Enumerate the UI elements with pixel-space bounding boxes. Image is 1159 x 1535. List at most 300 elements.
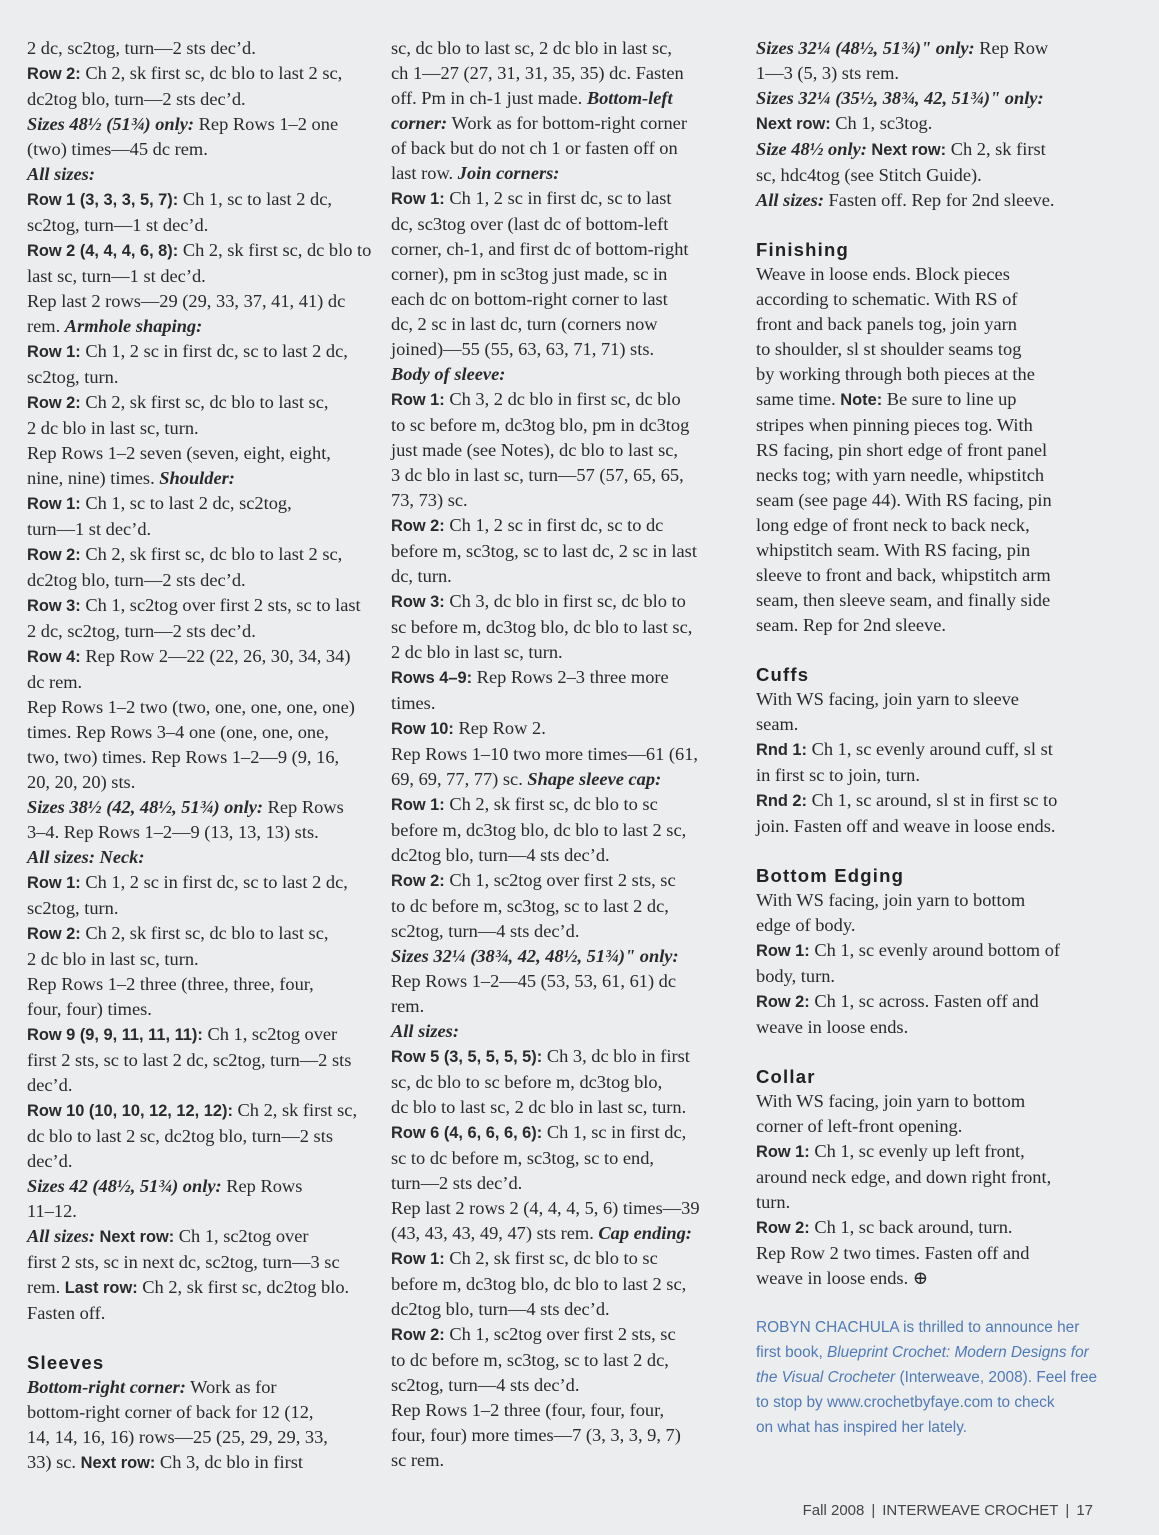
text-line bbox=[756, 86, 1101, 111]
body-text: Rep Row 2 two times. Fasten off and bbox=[756, 1243, 1030, 1263]
text-line bbox=[391, 539, 741, 564]
body-text: four, four) times. bbox=[27, 999, 152, 1019]
text-line bbox=[27, 947, 377, 972]
body-text: Rep last 2 rows 2 (4, 4, 4, 5, 6) times—39 bbox=[391, 1198, 700, 1218]
text-line bbox=[27, 870, 377, 896]
size-label: corner: bbox=[391, 113, 448, 133]
body-text: dc blo to last 2 sc, dc2tog blo, turn—2 sts bbox=[27, 1126, 333, 1146]
text-line bbox=[391, 1221, 741, 1246]
body-text: to shoulder, sl st shoulder seams tog bbox=[756, 339, 1022, 359]
text-line bbox=[391, 742, 741, 767]
body-text: times. bbox=[391, 693, 436, 713]
bio-italic bbox=[756, 1369, 895, 1386]
row-label: Last row: bbox=[64, 1279, 138, 1297]
section-gap bbox=[756, 839, 1101, 863]
body-text: edge of body. bbox=[756, 915, 856, 935]
body-text: sc2tog, turn—4 sts dec’d. bbox=[391, 921, 580, 941]
bio-text: (Interweave, 2008). Feel free bbox=[895, 1369, 1098, 1386]
size-label: All sizes: bbox=[756, 190, 824, 210]
text-line bbox=[756, 111, 1101, 137]
row-label: Row 1: bbox=[391, 1250, 445, 1268]
body-text: just made (see Notes), dc blo to last sc, bbox=[391, 440, 679, 460]
body-text: Ch 1, 2 sc in first dc, sc to last 2 dc, bbox=[80, 872, 348, 892]
body-text: seam. Rep for 2nd sleeve. bbox=[756, 615, 946, 635]
body-text: Rep Rows 1–2 one bbox=[194, 114, 339, 134]
body-text: body, turn. bbox=[756, 966, 836, 986]
body-text: around neck edge, and down right front, bbox=[756, 1167, 1052, 1187]
text-line bbox=[391, 944, 741, 969]
body-text: Ch 1, sc to last 2 dc, sc2tog, bbox=[80, 493, 292, 513]
section-gap bbox=[756, 213, 1101, 237]
bio-book-title: Blueprint Crochet: Modern Designs for bbox=[827, 1344, 1089, 1361]
text-line bbox=[756, 888, 1101, 913]
body-text: two, two) times. Rep Rows 1–2—9 (9, 16, bbox=[27, 747, 340, 767]
text-line bbox=[756, 36, 1101, 61]
text-line bbox=[756, 1114, 1101, 1139]
size-label: Cap ending: bbox=[598, 1223, 692, 1243]
text-line bbox=[756, 438, 1101, 463]
text-line bbox=[756, 387, 1101, 413]
text-line bbox=[391, 61, 741, 86]
section-gap bbox=[756, 638, 1101, 662]
body-text: Ch 2, sk first sc, dc blo to sc bbox=[444, 1248, 658, 1268]
text-line bbox=[391, 792, 741, 818]
text-line bbox=[27, 36, 377, 61]
body-text: dc2tog blo, turn—2 sts dec’d. bbox=[27, 570, 246, 590]
text-line bbox=[27, 1275, 377, 1301]
text-line bbox=[756, 737, 1101, 763]
text-line bbox=[27, 1022, 377, 1048]
body-text: dec’d. bbox=[27, 1151, 73, 1171]
body-text: weave in loose ends. ⊕ bbox=[756, 1268, 929, 1288]
text-line bbox=[391, 438, 741, 463]
section-gap bbox=[756, 1291, 1101, 1315]
text-line bbox=[756, 964, 1101, 989]
body-text: Ch 1, 2 sc in first dc, sc to last 2 dc, bbox=[80, 341, 348, 361]
body-text: Ch 2, sk first sc, dc blo to last sc, bbox=[80, 923, 329, 943]
text-line bbox=[27, 314, 377, 339]
row-label: Row 1: bbox=[391, 796, 445, 814]
row-label: Next row: bbox=[866, 141, 947, 159]
section-heading: Finishing bbox=[756, 239, 850, 260]
text-line bbox=[756, 938, 1101, 964]
row-label: Row 1: bbox=[756, 1143, 810, 1161]
text-line bbox=[391, 994, 741, 1019]
row-label: Row 6 (4, 6, 6, 6, 6): bbox=[391, 1124, 543, 1142]
body-text: Ch 2, sk first sc, bbox=[232, 1100, 358, 1120]
body-text: Ch 1, sc2tog over first 2 sts, sc to last bbox=[80, 595, 361, 615]
row-label: Row 2: bbox=[27, 394, 81, 412]
author-bio bbox=[756, 1315, 1101, 1440]
text-line bbox=[756, 814, 1101, 839]
body-text: Rep Rows 1–2 three (four, four, four, bbox=[391, 1400, 665, 1420]
row-label: Rnd 1: bbox=[756, 741, 807, 759]
text-line bbox=[756, 989, 1101, 1015]
text-line bbox=[391, 767, 741, 792]
text-line bbox=[391, 86, 741, 111]
text-line bbox=[27, 213, 377, 238]
text-line bbox=[756, 763, 1101, 788]
size-label: Armhole shaping: bbox=[64, 316, 203, 336]
bio-line bbox=[756, 1365, 1101, 1390]
body-text: long edge of front neck to back neck, bbox=[756, 515, 1030, 535]
text-line bbox=[756, 1139, 1101, 1165]
text-line bbox=[756, 1015, 1101, 1040]
body-text: Ch 2, sk first sc, dc blo to sc bbox=[444, 794, 658, 814]
bio-line bbox=[756, 1390, 1101, 1415]
body-text: front and back panels tog, join yarn bbox=[756, 314, 1017, 334]
text-line bbox=[391, 1146, 741, 1171]
body-text: according to schematic. With RS of bbox=[756, 289, 1018, 309]
text-line bbox=[756, 488, 1101, 513]
text-line bbox=[27, 1375, 377, 1400]
text-line bbox=[391, 312, 741, 337]
body-text: Ch 2, sk first sc, dc blo to last sc, bbox=[80, 392, 329, 412]
text-line bbox=[391, 513, 741, 539]
text-line bbox=[391, 1246, 741, 1272]
body-text: rem. bbox=[391, 996, 425, 1016]
text-line bbox=[27, 568, 377, 593]
text-line bbox=[391, 237, 741, 262]
text-line bbox=[391, 1448, 741, 1473]
body-text: before m, dc3tog blo, dc blo to last 2 sc, bbox=[391, 1274, 687, 1294]
body-text: each dc on bottom-right corner to last bbox=[391, 289, 668, 309]
body-text: Ch 2, sk first sc, dc2tog blo. bbox=[137, 1277, 350, 1297]
body-text: With WS facing, join yarn to bottom bbox=[756, 890, 1026, 910]
text-line bbox=[27, 390, 377, 416]
text-line bbox=[391, 1297, 741, 1322]
body-text: Ch 1, sc2tog over bbox=[202, 1024, 338, 1044]
text-line bbox=[391, 969, 741, 994]
text-line bbox=[756, 463, 1101, 488]
text-line bbox=[391, 1322, 741, 1348]
body-text: sc, dc blo to sc before m, dc3tog blo, bbox=[391, 1072, 663, 1092]
text-line bbox=[391, 212, 741, 237]
body-text: dc rem. bbox=[27, 672, 83, 692]
size-label: Sizes 42 (48½, 51¾) only: bbox=[27, 1176, 222, 1196]
size-label: Body of sleeve: bbox=[391, 364, 506, 384]
body-text: sleeve to front and back, whipstitch arm bbox=[756, 565, 1051, 585]
body-text: 3–4. Rep Rows 1–2—9 (13, 13, 13) sts. bbox=[27, 822, 319, 842]
size-label: Sizes 32¼ (48½, 51¾)" only: bbox=[756, 38, 975, 58]
text-line bbox=[391, 640, 741, 665]
row-label: Row 1 (3, 3, 3, 5, 7): bbox=[27, 191, 179, 209]
body-text: times. Rep Rows 3–4 one (one, one, one, bbox=[27, 722, 329, 742]
text-line bbox=[391, 589, 741, 615]
bio-text: to stop by www.crochetbyfaye.com to check bbox=[756, 1394, 1055, 1411]
text-line bbox=[27, 1149, 377, 1174]
body-text: Ch 1, sc3tog. bbox=[830, 113, 933, 133]
body-text: weave in loose ends. bbox=[756, 1017, 909, 1037]
text-line bbox=[27, 997, 377, 1022]
row-label: Next row: bbox=[80, 1454, 156, 1472]
text-line bbox=[391, 868, 741, 894]
body-text: in first sc to join, turn. bbox=[756, 765, 920, 785]
body-text: Ch 1, sc across. Fasten off and bbox=[809, 991, 1039, 1011]
text-line bbox=[756, 413, 1101, 438]
body-text: Ch 3, dc blo in first bbox=[542, 1046, 690, 1066]
text-line bbox=[391, 337, 741, 362]
body-text: With WS facing, join yarn to sleeve bbox=[756, 689, 1019, 709]
section-gap bbox=[756, 1040, 1101, 1064]
body-text: joined)—55 (55, 63, 63, 71, 71) sts. bbox=[391, 339, 655, 359]
text-line bbox=[27, 896, 377, 921]
row-label: Row 2: bbox=[27, 925, 81, 943]
text-line bbox=[391, 463, 741, 488]
size-label: Sizes 32¼ (35½, 38¾, 42, 51¾)" only: bbox=[756, 88, 1044, 108]
size-label: Sizes 32¼ (38¾, 42, 48½, 51¾)" only: bbox=[391, 946, 679, 966]
text-line bbox=[756, 1190, 1101, 1215]
body-text: Rep Rows 2–3 three more bbox=[472, 667, 669, 687]
text-line bbox=[27, 644, 377, 670]
text-line bbox=[27, 619, 377, 644]
text-line bbox=[756, 312, 1101, 337]
body-text: Ch 1, sc evenly around cuff, sl st bbox=[807, 739, 1053, 759]
row-label: Row 4: bbox=[27, 648, 81, 666]
column-1 bbox=[27, 36, 377, 1476]
text-line bbox=[27, 670, 377, 695]
text-line bbox=[27, 1098, 377, 1124]
row-label: Row 3: bbox=[391, 593, 445, 611]
body-text: Rep Row bbox=[974, 38, 1049, 58]
text-line bbox=[27, 441, 377, 466]
text-line bbox=[27, 87, 377, 112]
body-text: of back but do not ch 1 or fasten off on bbox=[391, 138, 678, 158]
row-label: Row 3: bbox=[27, 597, 81, 615]
text-line bbox=[391, 564, 741, 589]
text-line bbox=[756, 538, 1101, 563]
body-text: dec’d. bbox=[27, 1075, 73, 1095]
body-text: sc, hdc4tog (see Stitch Guide). bbox=[756, 165, 982, 185]
body-text: sc2tog, turn. bbox=[27, 898, 119, 918]
size-label: Sizes 38½ (42, 48½, 51¾) only: bbox=[27, 797, 264, 817]
body-text: sc2tog, turn—4 sts dec’d. bbox=[391, 1375, 580, 1395]
body-text: before m, dc3tog blo, dc blo to last 2 sc, bbox=[391, 820, 687, 840]
row-label: Row 1: bbox=[27, 874, 81, 892]
body-text: Ch 2, sk first sc, dc blo to last 2 sc, bbox=[80, 544, 343, 564]
footer-page-number: 17 bbox=[1076, 1502, 1093, 1519]
body-text: bottom-right corner of back for 12 (12, bbox=[27, 1402, 314, 1422]
text-line bbox=[391, 262, 741, 287]
text-line bbox=[27, 1250, 377, 1275]
bio-book-title: the Visual Crocheter bbox=[756, 1369, 896, 1386]
row-label: Row 1: bbox=[27, 495, 81, 513]
row-label: Row 2: bbox=[391, 517, 445, 535]
size-label: All sizes: Neck: bbox=[27, 847, 145, 867]
text-line bbox=[27, 1301, 377, 1326]
text-line bbox=[27, 845, 377, 870]
text-line bbox=[391, 413, 741, 438]
text-line bbox=[756, 188, 1101, 213]
body-text: Rep Rows bbox=[221, 1176, 303, 1196]
text-line bbox=[27, 238, 377, 264]
body-text: Ch 1, sc around, sl st in first sc to bbox=[807, 790, 1058, 810]
body-text: 69, 69, 77, 77) sc. bbox=[391, 769, 528, 789]
text-line bbox=[756, 362, 1101, 387]
body-text: dc2tog blo, turn—2 sts dec’d. bbox=[27, 89, 246, 109]
text-line bbox=[756, 513, 1101, 538]
body-text: Be sure to line up bbox=[882, 389, 1017, 409]
text-line bbox=[27, 61, 377, 87]
text-line bbox=[27, 137, 377, 162]
body-text: first 2 sts, sc to last 2 dc, sc2tog, turn—2 sts bbox=[27, 1050, 352, 1070]
text-line bbox=[27, 972, 377, 997]
body-text: dc, 2 sc in last dc, turn (corners now bbox=[391, 314, 658, 334]
body-text: turn—1 st dec’d. bbox=[27, 519, 152, 539]
body-text: Rep last 2 rows—29 (29, 33, 37, 41, 41) dc bbox=[27, 291, 346, 311]
text-line bbox=[27, 745, 377, 770]
body-text: seam, then sleeve seam, and finally side bbox=[756, 590, 1051, 610]
body-text: Rep Rows 1–2—45 (53, 53, 61, 61) dc bbox=[391, 971, 677, 991]
body-text: 2 dc blo in last sc, turn. bbox=[27, 949, 199, 969]
row-label: Row 2 (4, 4, 4, 6, 8): bbox=[27, 242, 179, 260]
text-line bbox=[27, 695, 377, 720]
row-label: Next row: bbox=[756, 115, 831, 133]
body-text: sc, dc blo to last sc, 2 dc blo in last sc, bbox=[391, 38, 672, 58]
text-line bbox=[756, 287, 1101, 312]
text-line bbox=[27, 466, 377, 491]
text-line bbox=[391, 287, 741, 312]
body-text: Weave in loose ends. Block pieces bbox=[756, 264, 1010, 284]
body-text: Ch 1, 2 sc in first dc, sc to dc bbox=[444, 515, 664, 535]
text-line bbox=[27, 289, 377, 314]
bio-text: first book, bbox=[756, 1344, 827, 1361]
text-line bbox=[391, 843, 741, 868]
body-text: Ch 3, 2 dc blo in first sc, dc blo bbox=[444, 389, 681, 409]
body-text: seam. bbox=[756, 714, 799, 734]
row-label: Row 2: bbox=[756, 993, 810, 1011]
body-text: stripes when pinning pieces tog. With bbox=[756, 415, 1033, 435]
text-line bbox=[391, 691, 741, 716]
text-line bbox=[391, 1196, 741, 1221]
row-label: Row 1: bbox=[391, 190, 445, 208]
body-text: to dc before m, sc3tog, sc to last 2 dc, bbox=[391, 1350, 669, 1370]
body-text: necks tog; with yarn needle, whipstitch bbox=[756, 465, 1045, 485]
footer-issue: Fall 2008 bbox=[802, 1502, 865, 1519]
text-line bbox=[756, 1241, 1101, 1266]
body-text: 73, 73) sc. bbox=[391, 490, 468, 510]
text-line bbox=[756, 337, 1101, 362]
text-line bbox=[391, 136, 741, 161]
text-line bbox=[27, 264, 377, 289]
text-line bbox=[27, 1073, 377, 1098]
row-label: Row 10: bbox=[391, 720, 454, 738]
body-text: Ch 1, sc evenly up left front, bbox=[809, 1141, 1025, 1161]
text-line bbox=[391, 818, 741, 843]
body-text: Ch 2, sk first sc, dc blo to bbox=[178, 240, 372, 260]
row-label: Row 1: bbox=[391, 391, 445, 409]
body-text: Work as for bottom-right corner bbox=[447, 113, 687, 133]
body-text: Rep Rows 1–2 seven (seven, eight, eight, bbox=[27, 443, 331, 463]
body-text: same time. bbox=[756, 389, 841, 409]
body-text: 14, 14, 16, 16) rows—25 (25, 29, 29, 33, bbox=[27, 1427, 328, 1447]
text-line bbox=[756, 788, 1101, 814]
text-line bbox=[391, 1423, 741, 1448]
size-label: Shoulder: bbox=[159, 468, 235, 488]
body-text: (two) times—45 dc rem. bbox=[27, 139, 208, 159]
bio-line bbox=[756, 1340, 1101, 1365]
text-line bbox=[27, 1124, 377, 1149]
text-line bbox=[391, 1272, 741, 1297]
text-line bbox=[391, 1398, 741, 1423]
text-line bbox=[756, 61, 1101, 86]
row-label: Note: bbox=[840, 391, 883, 409]
row-label: Row 2: bbox=[756, 1219, 810, 1237]
text-line bbox=[756, 137, 1101, 163]
text-line bbox=[391, 615, 741, 640]
row-label: Row 9 (9, 9, 11, 11, 11): bbox=[27, 1026, 203, 1044]
size-label: Shape sleeve cap: bbox=[527, 769, 662, 789]
body-text: turn—2 sts dec’d. bbox=[391, 1173, 523, 1193]
text-line bbox=[391, 919, 741, 944]
text-line bbox=[756, 1215, 1101, 1241]
body-text: Ch 2, sk first sc, dc blo to last 2 sc, bbox=[80, 63, 343, 83]
row-label: Row 1: bbox=[27, 343, 81, 361]
section-heading: Sleeves bbox=[27, 1352, 105, 1373]
text-line bbox=[27, 921, 377, 947]
body-text: turn. bbox=[756, 1192, 791, 1212]
body-text: sc2tog, turn—1 st dec’d. bbox=[27, 215, 209, 235]
body-text: dc, turn. bbox=[391, 566, 452, 586]
text-line bbox=[391, 387, 741, 413]
footer-magazine: INTERWEAVE CROCHET bbox=[882, 1502, 1059, 1519]
text-line bbox=[756, 1089, 1101, 1114]
text-line bbox=[756, 563, 1101, 588]
body-text: 20, 20, 20) sts. bbox=[27, 772, 136, 792]
text-line bbox=[756, 163, 1101, 188]
section-heading: Bottom Edging bbox=[756, 865, 905, 886]
text-line bbox=[756, 712, 1101, 737]
text-line bbox=[27, 416, 377, 441]
text-line bbox=[391, 1095, 741, 1120]
row-label: Row 1: bbox=[756, 942, 810, 960]
body-text: sc to dc before m, sc3tog, sc to end, bbox=[391, 1148, 655, 1168]
text-line bbox=[391, 1019, 741, 1044]
text-line bbox=[391, 1171, 741, 1196]
body-text: RS facing, pin short edge of front panel bbox=[756, 440, 1048, 460]
size-label: All sizes: bbox=[27, 1226, 95, 1246]
body-text: Rep Rows 1–2 two (two, one, one, one, one) bbox=[27, 697, 355, 717]
text-line bbox=[391, 1373, 741, 1398]
text-line bbox=[756, 1266, 1101, 1291]
body-text: corner, ch-1, and first dc of bottom-right bbox=[391, 239, 689, 259]
text-line bbox=[391, 111, 741, 136]
body-text: 2 dc blo in last sc, turn. bbox=[27, 418, 199, 438]
body-text: Ch 1, 2 sc in first dc, sc to last bbox=[444, 188, 672, 208]
text-line bbox=[27, 162, 377, 187]
body-text: dc2tog blo, turn—4 sts dec’d. bbox=[391, 1299, 610, 1319]
body-text: Ch 1, sc back around, turn. bbox=[809, 1217, 1013, 1237]
body-text: off. Pm in ch-1 just made. bbox=[391, 88, 587, 108]
size-label: All sizes: bbox=[391, 1021, 459, 1041]
body-text: seam (see page 44). With RS facing, pin bbox=[756, 490, 1052, 510]
section-heading: Cuffs bbox=[756, 664, 810, 685]
body-text: Rep Rows 1–2 three (three, three, four, bbox=[27, 974, 314, 994]
size-label: Size 48½ only: bbox=[756, 139, 867, 159]
row-label: Row 2: bbox=[391, 1326, 445, 1344]
body-text: Rep Row 2—22 (22, 26, 30, 34, 34) bbox=[80, 646, 351, 666]
text-line bbox=[756, 1165, 1101, 1190]
text-line bbox=[391, 488, 741, 513]
body-text: 11–12. bbox=[27, 1201, 77, 1221]
body-text: (43, 43, 43, 49, 47) sts rem. bbox=[391, 1223, 599, 1243]
body-text: Rep Rows 1–10 two more times—61 (61, bbox=[391, 744, 699, 764]
text-line bbox=[391, 716, 741, 742]
text-line bbox=[27, 112, 377, 137]
column-3-text bbox=[756, 36, 1101, 1315]
text-line bbox=[756, 613, 1101, 638]
body-text: whipstitch seam. With RS facing, pin bbox=[756, 540, 1031, 560]
